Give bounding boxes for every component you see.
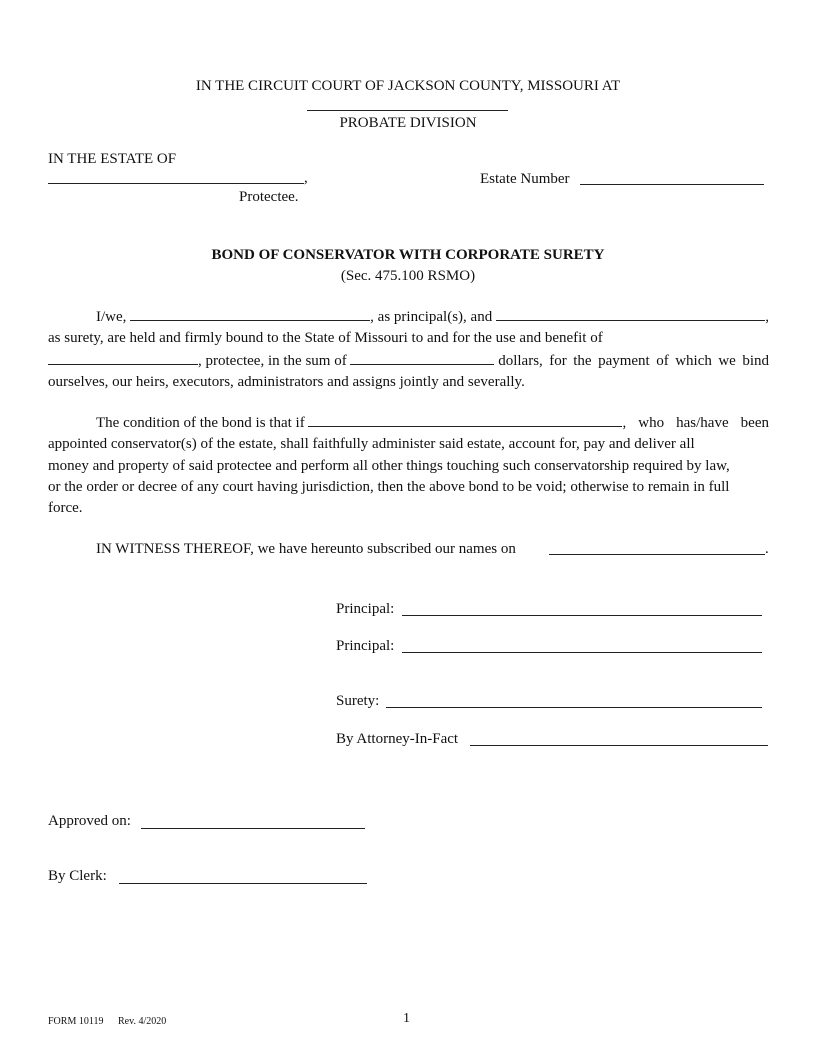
- witness-date-blank[interactable]: [549, 554, 765, 555]
- estate-number-blank[interactable]: [580, 184, 764, 185]
- para1-comma: ,: [765, 309, 769, 325]
- court-location-blank[interactable]: [307, 110, 508, 111]
- para1-protectee-sum: , protectee, in the sum of: [198, 352, 347, 369]
- division-heading: PROBATE DIVISION: [339, 115, 477, 131]
- condition-paragraph: [48, 412, 769, 519]
- surety-label: Surety:: [336, 693, 380, 709]
- bond-amount-blank[interactable]: [350, 350, 494, 365]
- para1-line2: as surety, are held and firmly bound to the State of Missouri to and for the use and benefit of: [48, 330, 603, 347]
- bond-title: BOND OF CONSERVATOR WITH CORPORATE SURETY: [211, 247, 605, 263]
- para1-line4: ourselves, our heirs, executors, administrators and assigns jointly and severally.: [48, 373, 525, 390]
- clerk-signature-blank[interactable]: [119, 883, 367, 884]
- bond-paragraph: [48, 306, 769, 393]
- witness-text: IN WITNESS THEREOF, we have hereunto subscribed our names on: [96, 541, 516, 557]
- principal1-label: Principal:: [336, 601, 395, 617]
- para1-as-principals: , as principal(s), and: [370, 309, 493, 325]
- statute-reference: (Sec. 475.100 RSMO): [340, 268, 476, 284]
- para2-line3: money and property of said protectee and perform all other things touching such conservatorship required by law,: [48, 457, 730, 474]
- protectee-label: Protectee.: [239, 189, 299, 205]
- para2-line1: [48, 412, 769, 434]
- approved-on-blank[interactable]: [141, 828, 365, 829]
- by-clerk-label: By Clerk:: [48, 868, 107, 884]
- principal1-signature-blank[interactable]: [402, 615, 762, 616]
- attorney-label: By Attorney-In-Fact: [336, 731, 459, 747]
- principal2-signature-blank[interactable]: [402, 652, 762, 653]
- approved-on-label: Approved on:: [48, 813, 131, 829]
- witness-period: .: [765, 541, 769, 557]
- estate-name-comma: ,: [304, 170, 308, 186]
- conservator-name-blank[interactable]: [308, 412, 622, 427]
- court-heading: IN THE CIRCUIT COURT OF JACKSON COUNTY, MISSOURI AT: [195, 78, 621, 94]
- form-revision: Rev. 4/2020: [118, 1016, 167, 1027]
- page-number: 1: [403, 1011, 410, 1026]
- form-number: FORM 10119: [48, 1016, 104, 1027]
- para1-line3: [48, 350, 769, 372]
- para1-line1: [48, 306, 769, 328]
- surety-name-blank[interactable]: [496, 306, 765, 321]
- para1-iwe: I/we,: [96, 309, 127, 325]
- para1-dollars: dollars, for the payment of which we bind: [498, 352, 769, 369]
- estate-name-blank[interactable]: [48, 183, 304, 184]
- para2-line4: or the order or decree of any court having jurisdiction, then the above bond to be void; otherwise to remain in full: [48, 478, 730, 495]
- para2-line2: appointed conservator(s) of the estate, shall faithfully administer said estate, account for, pay and deliver all: [48, 436, 695, 453]
- estate-number-label: Estate Number: [480, 171, 570, 187]
- para2-condition: The condition of the bond is that if: [96, 415, 305, 431]
- principal2-label: Principal:: [336, 638, 395, 654]
- para2-who-has: , who has/have been: [622, 415, 769, 431]
- para2-line5: force.: [48, 500, 83, 517]
- protectee-name-blank[interactable]: [48, 350, 198, 365]
- surety-signature-blank[interactable]: [386, 707, 762, 708]
- principal-name-blank[interactable]: [130, 306, 370, 321]
- estate-label: IN THE ESTATE OF: [48, 151, 177, 167]
- attorney-signature-blank[interactable]: [470, 745, 768, 746]
